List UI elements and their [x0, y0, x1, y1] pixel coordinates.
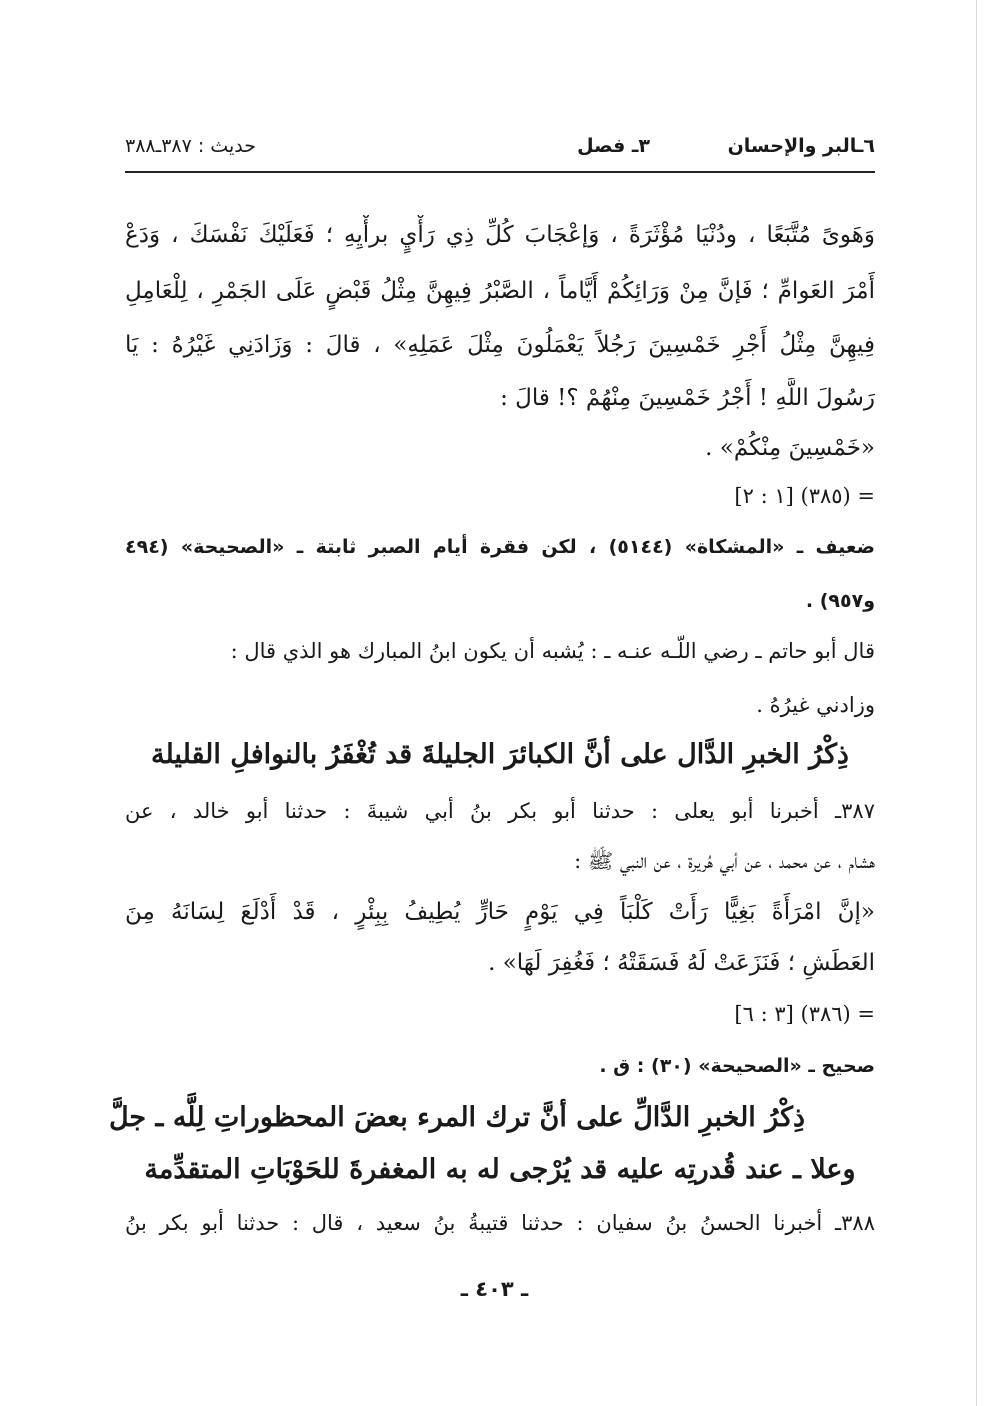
matn-387-line-2: العَطَشِ ؛ فَنَزَعَتْ لَهُ فَسَقَتْهُ ؛ فَغُفِرَ لَهَا» .	[488, 950, 875, 976]
body-line-1: وَهَوىً مُتَّبَعًا ، ودُنْيَا مُؤْثَرَةً ، وَإعْجَابَ كُلِّ ذِي رَأْيٍ برأْيِهِ ؛ فَعَلَيْكَ نَفْسَكَ ، وَدَعْ	[125, 222, 875, 248]
isnad-387-line-2: هشام ، عن محمد ، عن أبي هُريرة ، عن النبي ﷺ :	[574, 849, 875, 873]
grading-386: صحيح ـ «الصحيحة» (٣٠) : ق .	[599, 1055, 875, 1077]
running-header	[125, 135, 875, 167]
cross-reference-385: = (٣٨٥) [١ : ٢]	[734, 484, 875, 508]
header-book-title: ٦ـالبر والإحسان	[727, 135, 875, 157]
header-hadith-range: حديث : ٣٨٧ـ٣٨٨	[125, 135, 256, 157]
section-heading-388-line-1: ذِكْرُ الخبرِ الدَّالِّ على أنَّ ترك المرء بعضَ المحظوراتِ لِلَّه ـ جلَّ	[108, 1102, 805, 1133]
matn-387-line-1: «إنَّ امْرَأَةً بَغِيًّا رَأَتْ كَلْبَاً فِي يَوْمٍ حَارٍّ يُطِيفُ بِبِئْرٍ ، قَدْ أَدْلَعَ لِسَانَهُ مِنَ	[125, 899, 875, 925]
grading-385-line-1: ضعيف ـ «المشكاة» (٥١٤٤) ، لكن فقرة أيام الصبر ثابتة ـ «الصحيحة» (٤٩٤	[125, 536, 875, 558]
page-edge-line	[976, 0, 977, 1406]
isnad-387-line-1: ٣٨٧ـ أخبرنا أبو يعلى : حدثنا أبو بكر بنُ أبي شيبةَ : حدثنا أبو خالد ، عن	[125, 799, 875, 823]
cross-reference-386: = (٣٨٦) [٣ : ٦]	[734, 1002, 875, 1026]
page-number: ـ ٤٠٣ ـ	[460, 1277, 529, 1301]
header-rule	[125, 171, 875, 173]
body-line-4: رَسُولَ اللَّهِ ! أَجْرُ خَمْسِينَ مِنْهُمْ ؟! قالَ :	[500, 385, 875, 411]
grading-385-line-2: و٩٥٧) .	[805, 590, 875, 612]
isnad-388-line-1: ٣٨٨ـ أخبرنا الحسنُ بنُ سفيان : حدثنا قتيبةُ بنُ سعيد ، قال : حدثنا أبو بكر بنُ	[125, 1211, 875, 1235]
header-chapter: ٣ـ فصل	[577, 135, 650, 157]
abu-hatim-note-line-2: وزادني غيرُهُ .	[756, 693, 875, 717]
section-heading-388-line-2: وعلا ـ عند قُدرتِه عليه قد يُرْجى له به المغفرةَ للحَوْبَاتِ المتقدِّمة	[144, 1154, 856, 1185]
body-line-3: فِيهِنَّ مِثْلُ أَجْرِ خَمْسِينَ رَجُلاً يَعْمَلُونَ مِثْلَ عَمَلِهِ» ، قالَ : وَزَادَنِي غَيْرُهُ : يَا	[125, 332, 875, 358]
body-line-5: «خَمْسِينَ مِنْكُمْ» .	[705, 435, 875, 461]
body-line-2: أَمْرَ العَوامِّ ؛ فَإنَّ مِنْ وَرَائِكُمْ أَيَّاماً ، الصَّبْرُ فِيهِنَّ مِثْلُ قَبْضٍ عَلَى الجَمْرِ ، لِلْعَامِلِ	[125, 278, 875, 304]
section-heading-387: ذِكْرُ الخبرِ الدَّال على أنَّ الكبائرَ الجليلةَ قد تُغْفَرُ بالنوافلِ القليلة	[151, 739, 849, 770]
abu-hatim-note-line-1: قال أبو حاتم ـ رضي اللّـه عنـه ـ : يُشبه أن يكون ابنُ المبارك هو الذي قال :	[230, 639, 875, 663]
